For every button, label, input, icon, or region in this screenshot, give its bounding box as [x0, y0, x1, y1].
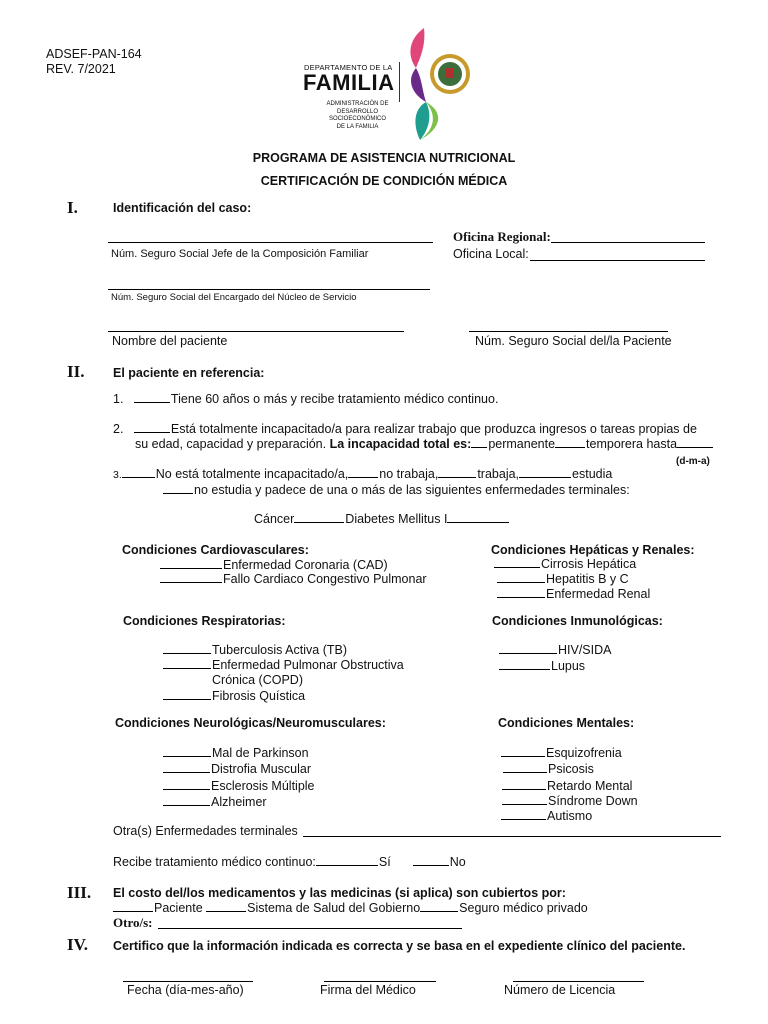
resp-item: Tuberculosis Activa (TB): [163, 643, 347, 657]
form-subtitle: CERTIFICACIÓN DE CONDICIÓN MÉDICA: [260, 174, 508, 188]
fecha-input[interactable]: [123, 981, 253, 982]
resp-heading: Condiciones Respiratorias:: [123, 614, 286, 628]
mental-check[interactable]: [502, 788, 546, 790]
oficina-local-input[interactable]: [530, 260, 705, 261]
permanente-check[interactable]: [471, 446, 487, 448]
no-check[interactable]: [413, 864, 449, 866]
logo-subtitle: ADMINISTRACIÓN DE DESARROLLO SOCIOECONÓMICO DE LA FAMILIA: [326, 101, 389, 130]
oficina-regional-label: Oficina Regional:: [453, 229, 551, 244]
cardio-item: Enfermedad Coronaria (CAD): [160, 558, 388, 572]
section-2-heading: El paciente en referencia:: [113, 366, 265, 380]
section-3-number: III.: [67, 883, 92, 902]
tratamiento-label: Recibe tratamiento médico continuo:: [113, 855, 316, 869]
incapacidad-label: La incapacidad total es:: [329, 437, 472, 451]
cancer-label: Cáncer: [254, 512, 295, 526]
ss-encargado-label: Núm. Seguro Social del Encargado del Núcleo de Servicio: [111, 292, 357, 303]
no-estudia-check[interactable]: [163, 492, 193, 494]
mental-item: Retardo Mental: [502, 779, 632, 793]
ss-paciente-input[interactable]: [469, 331, 668, 332]
cancer-check[interactable]: [294, 521, 344, 523]
hepat-item: Cirrosis Hepática: [494, 557, 636, 571]
paciente-check[interactable]: [113, 910, 153, 912]
otras-input[interactable]: [303, 836, 721, 837]
section-4-number: IV.: [67, 935, 88, 954]
item-3-number: 3.: [113, 469, 122, 481]
tratamiento-row: [113, 855, 466, 869]
item-2: [113, 422, 697, 436]
oficina-regional-input[interactable]: [551, 242, 705, 243]
mental-item: Psicosis: [503, 762, 594, 776]
item-2-line2: su edad, capacidad y preparación. La incapacidad total es: permanente temporera hasta: [135, 437, 714, 451]
hepat-check[interactable]: [494, 566, 540, 568]
ss-encargado-input[interactable]: [108, 289, 430, 290]
mental-check[interactable]: [502, 803, 547, 805]
revision: REV. 7/2021: [46, 62, 116, 76]
inmuno-item: Lupus: [499, 659, 585, 673]
mental-check[interactable]: [501, 755, 545, 757]
hepat-item: Enfermedad Renal: [497, 587, 650, 601]
ss-jefe-label: Núm. Seguro Social Jefe de la Composición Familiar: [111, 248, 369, 260]
no-trabaja-check[interactable]: [348, 476, 378, 478]
cardio-item: Fallo Cardiaco Congestivo Pulmonar: [160, 572, 427, 586]
section-2-number: II.: [67, 362, 85, 381]
licencia-label: Número de Licencia: [504, 983, 616, 997]
item-2-text: Está totalmente incapacitado/a para realizar trabajo que produzca ingresos o tareas propias de: [170, 422, 697, 436]
item-1-text: Tiene 60 años o más y recibe tratamiento médico continuo.: [170, 392, 499, 406]
inmuno-check[interactable]: [499, 652, 557, 654]
si-label: Sí: [378, 855, 391, 869]
section-1-heading: Identificación del caso:: [113, 201, 252, 215]
si-check[interactable]: [316, 864, 378, 866]
form-code: ADSEF-PAN-164: [46, 47, 142, 61]
neuro-check[interactable]: [163, 788, 210, 790]
fecha-label: Fecha (día-mes-año): [127, 983, 244, 997]
resp-check[interactable]: [163, 667, 211, 669]
resp-check[interactable]: [163, 652, 211, 654]
item-2-check[interactable]: [134, 431, 170, 433]
neuro-check[interactable]: [163, 804, 210, 806]
otro-label: Otro/s:: [113, 915, 153, 930]
date-format-hint: (d-m-a): [676, 456, 710, 467]
neuro-check[interactable]: [163, 771, 210, 773]
logo-emblem: [402, 24, 474, 144]
inmuno-heading: Condiciones Inmunológicas:: [492, 614, 663, 628]
hepat-check[interactable]: [497, 596, 545, 598]
inmuno-check[interactable]: [499, 668, 550, 670]
form-title: PROGRAMA DE ASISTENCIA NUTRICIONAL: [252, 151, 516, 165]
item-2-number: 2.: [113, 422, 124, 436]
mental-item: Esquizofrenia: [501, 746, 622, 760]
item-1-number: 1.: [113, 392, 124, 406]
nombre-paciente-label: Nombre del paciente: [112, 334, 228, 348]
item-1: [113, 392, 498, 406]
section-4-heading: Certifico que la información indicada es correcta y se basa en el expediente clínico del paciente.: [113, 939, 686, 953]
resp-item: Fibrosis Quística: [163, 689, 305, 703]
otras-label: Otra(s) Enfermedades terminales: [113, 824, 298, 838]
oficina-local-label: Oficina Local:: [453, 247, 529, 261]
neuro-item: Mal de Parkinson: [163, 746, 309, 760]
coverage-row: Paciente Sistema de Salud del Gobierno Seguro médico privado: [113, 901, 588, 915]
cardio-check[interactable]: [160, 581, 222, 583]
neuro-item: Distrofia Muscular: [163, 762, 311, 776]
cardio-check[interactable]: [160, 567, 222, 569]
mental-check[interactable]: [501, 818, 546, 820]
logo-divider: [399, 62, 400, 102]
section-1-number: I.: [67, 198, 78, 217]
diabetes-check[interactable]: [447, 521, 509, 523]
temporera-date-input[interactable]: [677, 446, 713, 448]
nombre-paciente-input[interactable]: [108, 331, 404, 332]
mental-heading: Condiciones Mentales:: [498, 716, 635, 730]
item-3: 3. No está totalmente incapacitado/a, no trabaja, trabaja, estudia: [113, 467, 613, 481]
item-3-line2: no estudia y padece de una o más de las siguientes enfermedades terminales:: [163, 483, 630, 497]
trabaja-check[interactable]: [438, 476, 476, 478]
ss-paciente-label: Núm. Seguro Social del/la Paciente: [475, 334, 672, 348]
ss-jefe-input[interactable]: [108, 242, 433, 243]
neuro-heading: Condiciones Neurológicas/Neuromusculares:: [115, 716, 386, 730]
hepat-check[interactable]: [497, 581, 545, 583]
hepat-item: Hepatitis B y C: [497, 572, 629, 586]
agency-logo: [300, 24, 480, 144]
temporera-check[interactable]: [555, 446, 585, 448]
logo-line2: FAMILIA: [303, 70, 395, 95]
diabetes-label: Diabetes Mellitus I: [345, 512, 448, 526]
resp-item-continued: Crónica (COPD): [212, 673, 303, 687]
item-3-check[interactable]: [122, 476, 155, 478]
privado-check[interactable]: [420, 910, 458, 912]
cardio-heading: Condiciones Cardiovasculares:: [122, 543, 309, 557]
licencia-input[interactable]: [513, 981, 644, 982]
gobierno-check[interactable]: [206, 910, 246, 912]
estudia-check[interactable]: [519, 476, 571, 478]
inmuno-item: HIV/SIDA: [499, 643, 612, 657]
neuro-check[interactable]: [163, 755, 211, 757]
hepat-heading: Condiciones Hepáticas y Renales:: [491, 543, 695, 557]
resp-item: Enfermedad Pulmonar Obstructiva: [163, 658, 404, 672]
resp-check[interactable]: [163, 698, 211, 700]
mental-item: Autismo: [501, 809, 592, 823]
neuro-item: Esclerosis Múltiple: [163, 779, 315, 793]
no-label: No: [449, 855, 466, 869]
cancer-diabetes-row: [254, 512, 510, 526]
section-3-heading: El costo del/los medicamentos y las medicinas (si aplica) son cubiertos por:: [113, 886, 566, 900]
neuro-item: Alzheimer: [163, 795, 267, 809]
logo-line1: DEPARTAMENTO DE LA: [304, 63, 393, 72]
firma-input[interactable]: [324, 981, 436, 982]
otro-input[interactable]: [158, 928, 462, 929]
firma-label: Firma del Médico: [320, 983, 416, 997]
item-1-check[interactable]: [134, 401, 170, 403]
mental-item: Síndrome Down: [502, 794, 638, 808]
mental-check[interactable]: [503, 771, 547, 773]
